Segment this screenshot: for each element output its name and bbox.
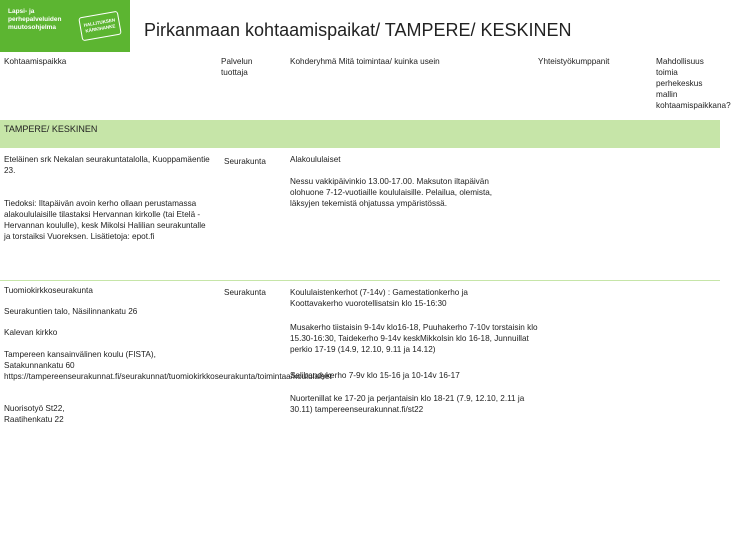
row2-provider: Seurakunta xyxy=(224,288,266,297)
col-header-kohderyhma: Kohderyhmä Mitä toimintaa/ kuinka usein xyxy=(290,57,440,66)
section-band xyxy=(0,120,720,148)
page-title: Pirkanmaan kohtaamispaikat/ TAMPERE/ KESKINEN xyxy=(144,20,572,40)
col-header-mahdollisuus: Mahdollisuus toimia perhekeskus mallin kohtaamispaikkana? xyxy=(656,57,731,110)
row2-location-1: Seurakuntien talo, Näsilinnankatu 26 xyxy=(4,307,138,316)
row1-target-group: Alakoululaiset xyxy=(290,155,341,164)
col-header-yhteistyokumppanit: Yhteistyökumppanit xyxy=(538,57,610,66)
row1-note: Tiedoksi: Iltapäivän avoin kerho ollaan perustamassa alakoululaisille tilastaksi Hervannan kirkolle (tai Etelä -Hervannan koululle), kesk Mikolsi Halilian seurakuntalle ja torstaiksi Vuoreksen. Lisätietoja: epot.fi xyxy=(4,199,206,241)
row2-activity-4: Nuortenillat ke 17-20 ja perjantaisin klo 18-21 (7.9, 12.10, 2.11 ja 30.11) tampereenseurakunnat.fi/st22 xyxy=(290,394,525,414)
row2-location-2: Kalevan kirkko xyxy=(4,328,58,337)
program-logo xyxy=(0,0,130,52)
row2-parish: Tuomiokirkkoseurakunta xyxy=(4,286,93,295)
section-label: TAMPERE/ KESKINEN xyxy=(4,124,98,134)
row2-activity-3: Salibandykerho 7-9v klo 15-16 ja 10-14v 16-17 xyxy=(290,371,460,380)
row1-activity: Nessu vakkipäivinkio 13.00-17.00. Maksuton iltapäivän olohuone 7-12-vuotiaille koululaisille. Pelailua, olemista, läksyjen tekemistä ohjatussa ympäristössä. xyxy=(290,177,493,208)
row2-activity-1: Koululaistenkerhot (7-14v) : Gamestationkerho ja Koottavakerho vuorotellisatsin klo 15-16:30 xyxy=(290,288,468,308)
logo-text: Lapsi- ja perhepalveluiden muutosohjelma xyxy=(8,8,62,31)
row-divider xyxy=(0,280,720,281)
logo-stamp: HALLITUKSEN KÄRKIHANKE xyxy=(78,11,122,42)
col-header-palvelun-tuottaja: Palvelun tuottaja xyxy=(221,57,253,77)
row2-location-4: Nuorisotyö St22, Raatihenkatu 22 xyxy=(4,404,65,424)
row2-activity-2: Musakerho tiistaisin 9-14v klo16-18, Puuhakerho 7-10v torstaisin klo 15.30-16:30, Taidekerho 9-14v keskMikkolsin klo 16-18, Junnuillat perkio 17-19 (14.9, 12.10, 9.11 ja 14.12) xyxy=(290,323,538,354)
col-header-kohtaamispaikka: Kohtaamispaikka xyxy=(4,57,67,66)
row1-provider: Seurakunta xyxy=(224,157,266,166)
row1-location: Eteläinen srk Nekalan seurakuntatalolla, Kuoppamäentie 23. xyxy=(4,155,210,175)
row2-location-3: Tampereen kansainvälinen koulu (FISTA), Satakunnankatu 60 https://tampereenseurakunnat.fi/seurakunnat/tuomiokirkkoseurakunta/toimintaa/koululaiset xyxy=(4,350,332,381)
slide-header xyxy=(0,0,720,55)
